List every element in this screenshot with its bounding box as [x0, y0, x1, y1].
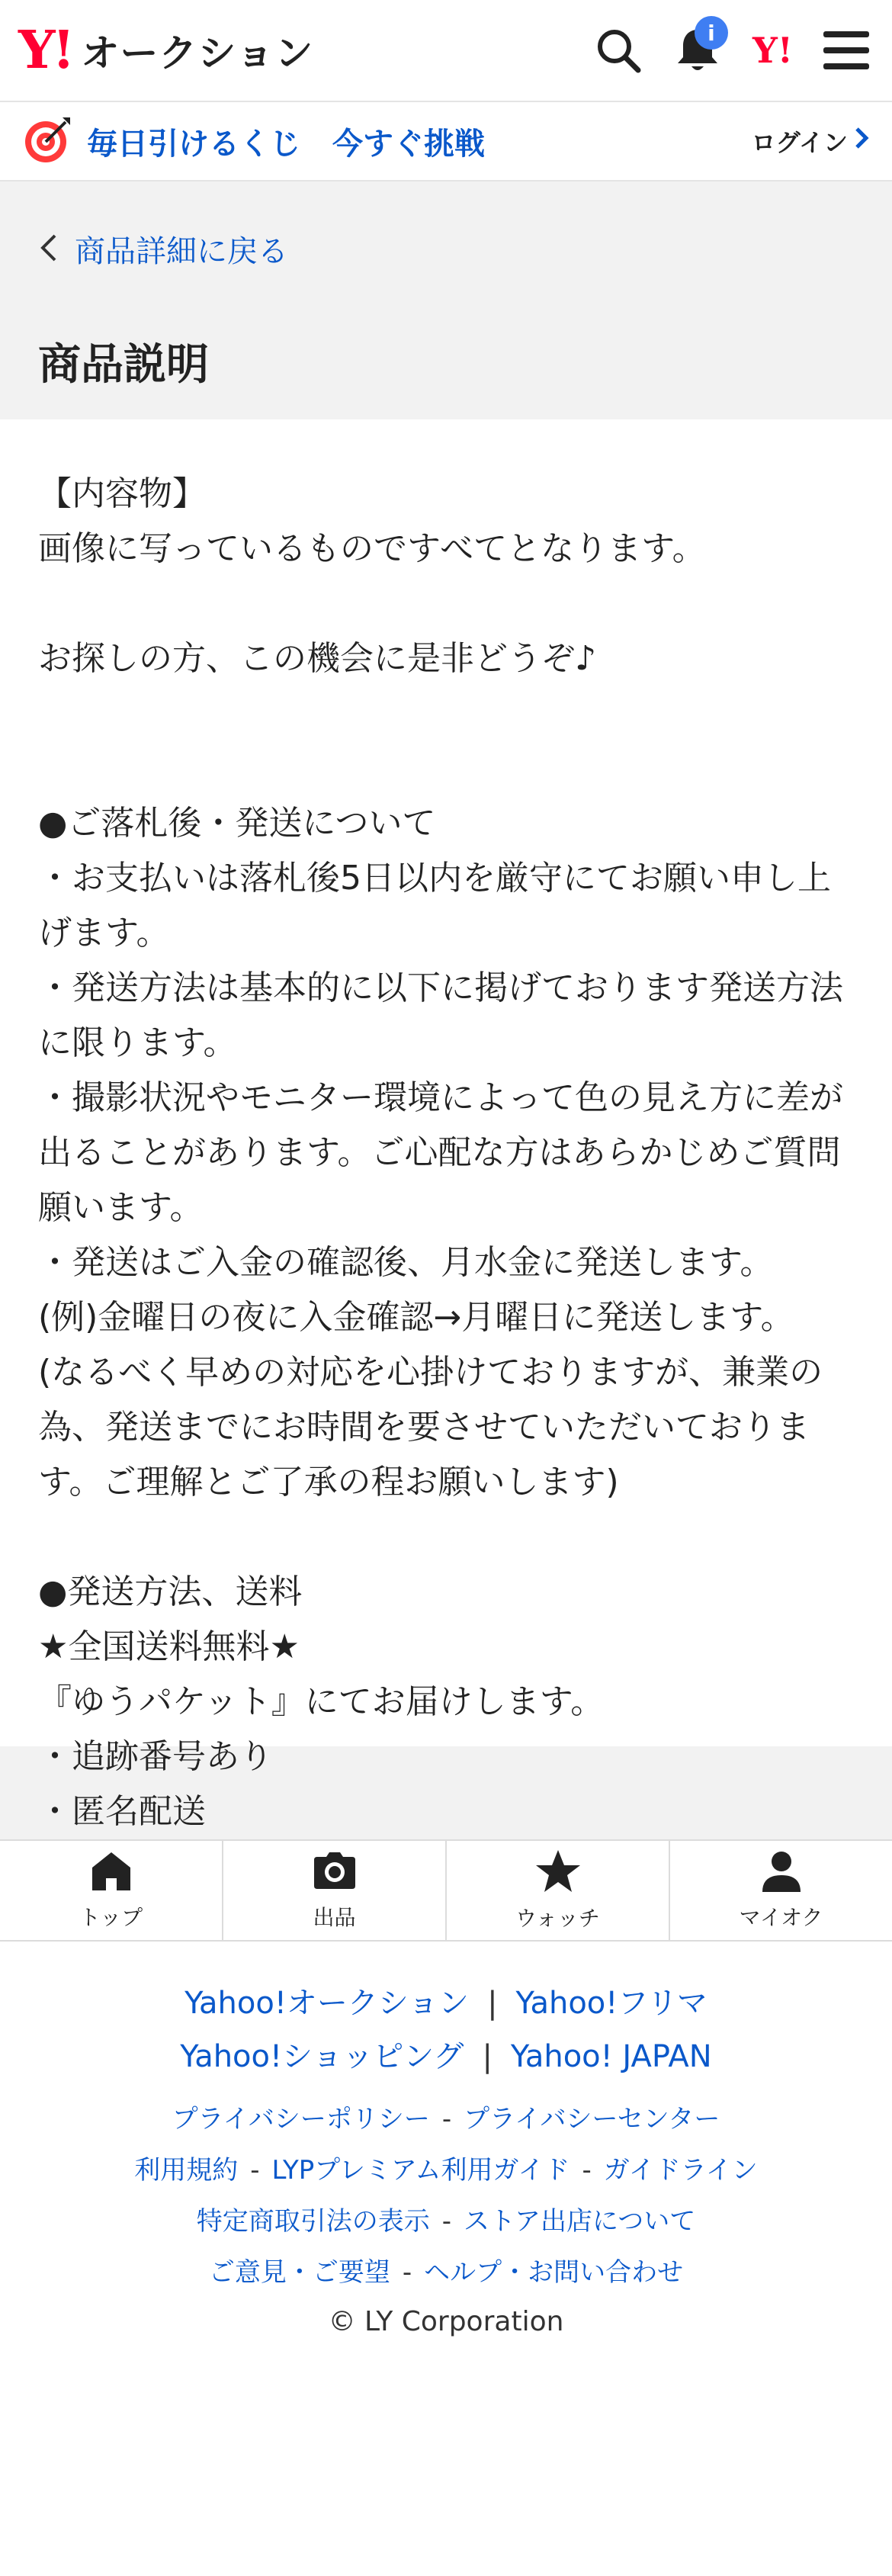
app-header [0, 0, 892, 102]
login-link[interactable] [752, 102, 869, 180]
commercial-law-link[interactable]: 特定商取引法の表示 [196, 2206, 430, 2237]
yahoo-auction-logo[interactable] [18, 20, 313, 81]
footer-links-row-1 [0, 2094, 892, 2145]
yahoo-japan-link[interactable] [752, 30, 793, 71]
bottom-tab-bar [0, 1839, 892, 1942]
page-title-section [0, 181, 892, 419]
login-label: ログイン [751, 128, 848, 157]
feedback-link[interactable]: ご意見・ご要望 [208, 2257, 390, 2288]
separator: - [250, 2155, 260, 2186]
separator: | [487, 1986, 498, 2021]
logo-text: オークション [81, 31, 314, 75]
privacy-center-link[interactable]: プライバシーセンター [464, 2104, 720, 2134]
footer-link-yahoo-shopping[interactable]: Yahoo!ショッピング [180, 2039, 464, 2074]
tab-top[interactable] [0, 1841, 223, 1940]
search-icon[interactable] [594, 26, 643, 75]
tab-label: ウォッチ [515, 1906, 600, 1931]
camera-icon [313, 1849, 357, 1897]
footer-link-yahoo-flea[interactable]: Yahoo!フリマ [515, 1986, 708, 2021]
notification-badge: i [695, 16, 728, 50]
footer-links-row-3 [0, 2196, 892, 2247]
separator: - [582, 2155, 592, 2186]
separator: | [482, 2039, 493, 2074]
yahoo-logo-mark: Y! [18, 20, 72, 81]
back-to-item-link[interactable] [40, 227, 288, 271]
tab-label: 出品 [313, 1905, 356, 1930]
notification-bell-icon[interactable] [673, 20, 722, 75]
back-label: 商品詳細に戻る [75, 234, 288, 269]
header-actions [563, 0, 869, 101]
target-icon [23, 114, 73, 168]
person-icon [759, 1849, 804, 1897]
chevron-right-icon [854, 126, 869, 156]
store-opening-link[interactable]: ストア出店について [463, 2206, 696, 2237]
help-contact-link[interactable]: ヘルプ・お問い合わせ [424, 2257, 684, 2288]
footer-link-yahoo-japan[interactable]: Yahoo! JAPAN [510, 2039, 712, 2074]
lyp-premium-guide-link[interactable]: LYPプレミアム利用ガイド [271, 2155, 570, 2186]
tab-sell[interactable] [223, 1841, 447, 1940]
tab-watch[interactable] [447, 1841, 670, 1940]
guidelines-link[interactable]: ガイドライン [603, 2155, 758, 2186]
separator: - [441, 2206, 451, 2237]
footer-services-row-2 [0, 2030, 892, 2083]
home-icon [89, 1849, 133, 1897]
footer-link-yahoo-auction[interactable]: Yahoo!オークション [184, 1986, 470, 2021]
daily-lottery-link[interactable]: 毎日引けるくじ [87, 126, 300, 162]
footer-links-row-4 [0, 2247, 892, 2298]
separator: - [402, 2257, 412, 2288]
page-title: 商品説明 [38, 340, 209, 390]
yahoo-small-logo: Y! [752, 30, 793, 71]
tab-my-auction[interactable] [670, 1841, 892, 1940]
terms-link[interactable]: 利用規約 [134, 2155, 239, 2186]
separator: - [441, 2104, 452, 2134]
lottery-promo-bar [0, 102, 892, 181]
tab-label: マイオク [739, 1905, 823, 1930]
menu-icon[interactable] [823, 30, 869, 71]
item-description: 【内容物】 画像に写っているものですべてとなります。 お探しの方、この機会に是非どうぞ♪ ●ご落札後・発送について ・お支払いは落札後5日以内を厳守にてお願い申し上げます。 ・発送方法は基本的に以下に掲げております発送方法に限ります。 ・撮影状況やモニター環境によって色の見え方に差が出ることがあります。ご心配な方はあらかじめご質問願います。 ・発送はご入金の確認後、月水金に発送します。 (例)金曜日の夜に入金確認→月曜日に発送します。 (なるべく早めの対応を心掛けておりますが、兼業の為、発送までにお時間を要させていただいております。ご理解とご了承の程お願いします) ●発送方法、送料 ★全国送料無料★ 『ゆうパケット』にてお届けします。 ・追跡番号あり ・匿名配送 [38, 474, 843, 1831]
star-icon [534, 1848, 582, 1897]
site-footer [0, 1942, 892, 2337]
footer-links-row-2 [0, 2145, 892, 2196]
chevron-left-icon [40, 233, 58, 266]
tab-label: トップ [79, 1905, 143, 1930]
try-now-link[interactable]: 今すぐ挑戦 [332, 126, 485, 162]
privacy-policy-link[interactable]: プライバシーポリシー [172, 2104, 430, 2134]
copyright: © LY Corporation [328, 2306, 564, 2337]
footer-services-row-1 [0, 1977, 892, 2030]
